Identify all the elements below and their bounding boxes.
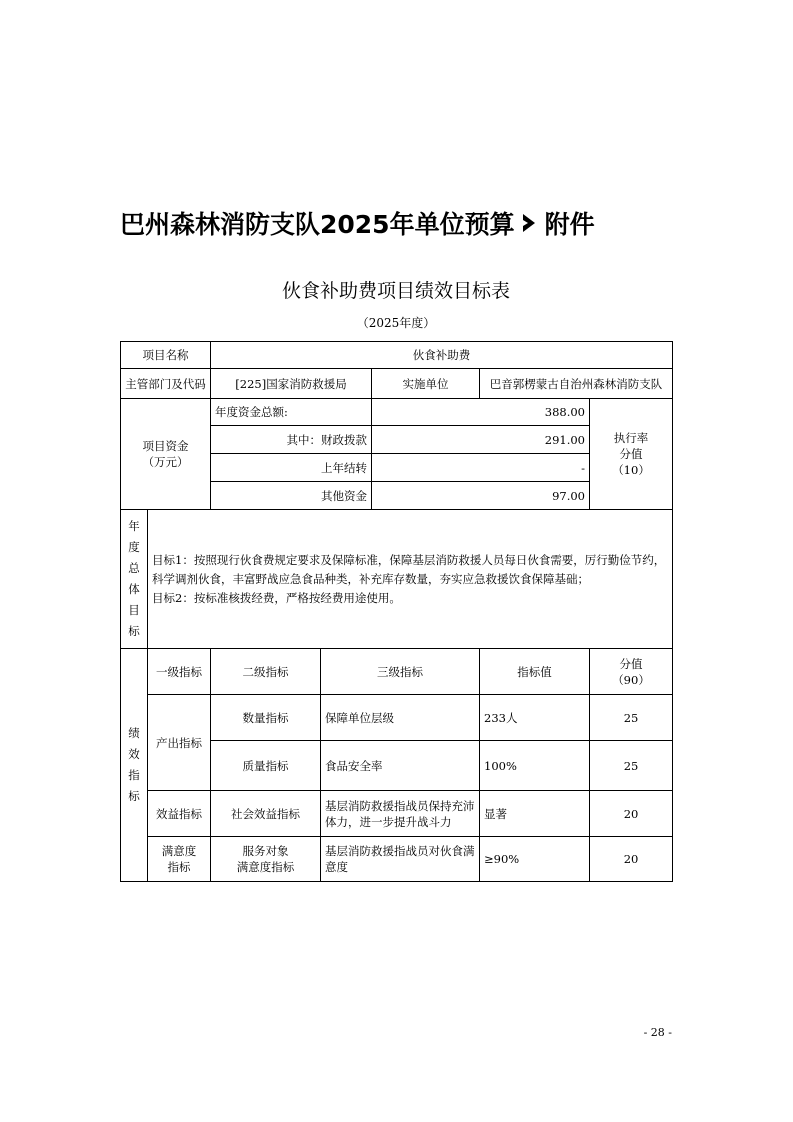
perf-label-char: 效: [128, 747, 140, 761]
funds-carryover-label: 上年结转: [211, 454, 372, 482]
funds-label: [121, 399, 211, 510]
val-quantity: 233人: [480, 695, 590, 741]
l3-social: 基层消防救援指战员保持充沛体力，进一步提升战斗力: [321, 791, 480, 837]
project-name-value: 伙食补助费: [211, 342, 673, 369]
score-satisfaction: 20: [590, 837, 673, 882]
funds-label-line1: 项目资金: [142, 439, 189, 453]
val-quality: 100%: [480, 741, 590, 791]
goal-label-char: 目: [128, 603, 140, 617]
l2-service-line1: 服务对象: [242, 844, 289, 858]
score-quantity: 25: [590, 695, 673, 741]
exec-rate-line2: 分值: [619, 447, 643, 461]
goal-label-char: 标: [128, 624, 140, 638]
document-title: 伙食补助费项目绩效目标表: [281, 280, 510, 302]
document-year: （2025年度）: [356, 316, 436, 330]
funds-other-label: 其他资金: [211, 482, 372, 510]
l1-satisfaction-line2: 指标: [167, 860, 191, 874]
page-number: - 28 -: [643, 1026, 672, 1039]
table-row: [121, 369, 673, 399]
l2-service-line2: 满意度指标: [236, 860, 295, 874]
funds-total-label: 年度资金总额:: [211, 399, 372, 426]
l1-satisfaction-line1: 满意度: [161, 844, 197, 858]
exec-rate-line3: （10）: [612, 463, 650, 477]
exec-rate-cell: [590, 399, 673, 510]
table-row: [121, 510, 673, 649]
funds-label-line2: （万元）: [142, 455, 189, 469]
funds-fiscal-value: 291.00: [372, 426, 590, 454]
l2-quality: 质量指标: [211, 741, 321, 791]
table-row: [121, 399, 673, 426]
chevron-right-icon: [521, 212, 539, 234]
header-l3: 三级指标: [321, 649, 480, 695]
l2-social: 社会效益指标: [211, 791, 321, 837]
funds-carryover-value: -: [372, 454, 590, 482]
table-row: [121, 649, 673, 695]
l1-satisfaction: [148, 837, 211, 882]
perf-indicator-label: [121, 649, 148, 882]
l3-quantity: 保障单位层级: [321, 695, 480, 741]
page-header: [120, 205, 680, 241]
funds-fiscal-label: 其中：财政拨款: [211, 426, 372, 454]
header-val: 指标值: [480, 649, 590, 695]
header-l1: 一级指标: [148, 649, 211, 695]
score-quality: 25: [590, 741, 673, 791]
header-score-line2: （90）: [612, 672, 650, 687]
header-suffix: 附件: [544, 210, 595, 239]
header-l2: 二级指标: [211, 649, 321, 695]
header-score-line1: 分值: [619, 656, 643, 671]
goal-label-char: 总: [128, 561, 140, 575]
performance-table: [120, 341, 673, 882]
l2-quantity: 数量指标: [211, 695, 321, 741]
goal-1: 目标1：按照现行伙食费规定要求及保障标准，保障基层消防救援人员每日伙食需要，厉行勤俭节约，科学调剂伙食，丰富野战应急食品种类，补充库存数量，夯实应急救援饮食保障基础；: [152, 552, 666, 586]
l3-satisfaction: 基层消防救援指战员对伙食满意度: [321, 837, 480, 882]
l3-quality: 食品安全率: [321, 741, 480, 791]
score-social: 20: [590, 791, 673, 837]
header-score: [590, 649, 673, 695]
goal-2: 目标2：按标准核拨经费，严格按经费用途使用。: [152, 590, 401, 605]
table-row: [121, 695, 673, 741]
project-name-label: 项目名称: [121, 342, 211, 369]
perf-label-char: 标: [128, 789, 140, 803]
dept-value: [225]国家消防救援局: [211, 369, 372, 399]
table-row: [121, 342, 673, 369]
l1-output: 产出指标: [148, 695, 211, 791]
table-row: [121, 791, 673, 837]
goal-label-char: 度: [128, 540, 140, 554]
dept-label: 主管部门及代码: [121, 369, 211, 399]
impl-value: 巴音郭楞蒙古自治州森林消防支队: [480, 369, 673, 399]
goal-label-char: 年: [128, 519, 140, 533]
l2-service: [211, 837, 321, 882]
perf-label-char: 绩: [128, 726, 140, 740]
l1-benefit: 效益指标: [148, 791, 211, 837]
header-title: 巴州森林消防支队2025年单位预算: [120, 210, 515, 239]
annual-goal-label: [121, 510, 148, 649]
perf-label-char: 指: [128, 768, 140, 782]
impl-label: 实施单位: [372, 369, 480, 399]
annual-goal-text: [148, 510, 673, 649]
table-row: [121, 837, 673, 882]
funds-other-value: 97.00: [372, 482, 590, 510]
val-social: 显著: [480, 791, 590, 837]
goal-label-char: 体: [128, 582, 140, 596]
exec-rate-line1: 执行率: [613, 431, 649, 445]
val-satisfaction: ≥90%: [480, 837, 590, 882]
funds-total-value: 388.00: [372, 399, 590, 426]
